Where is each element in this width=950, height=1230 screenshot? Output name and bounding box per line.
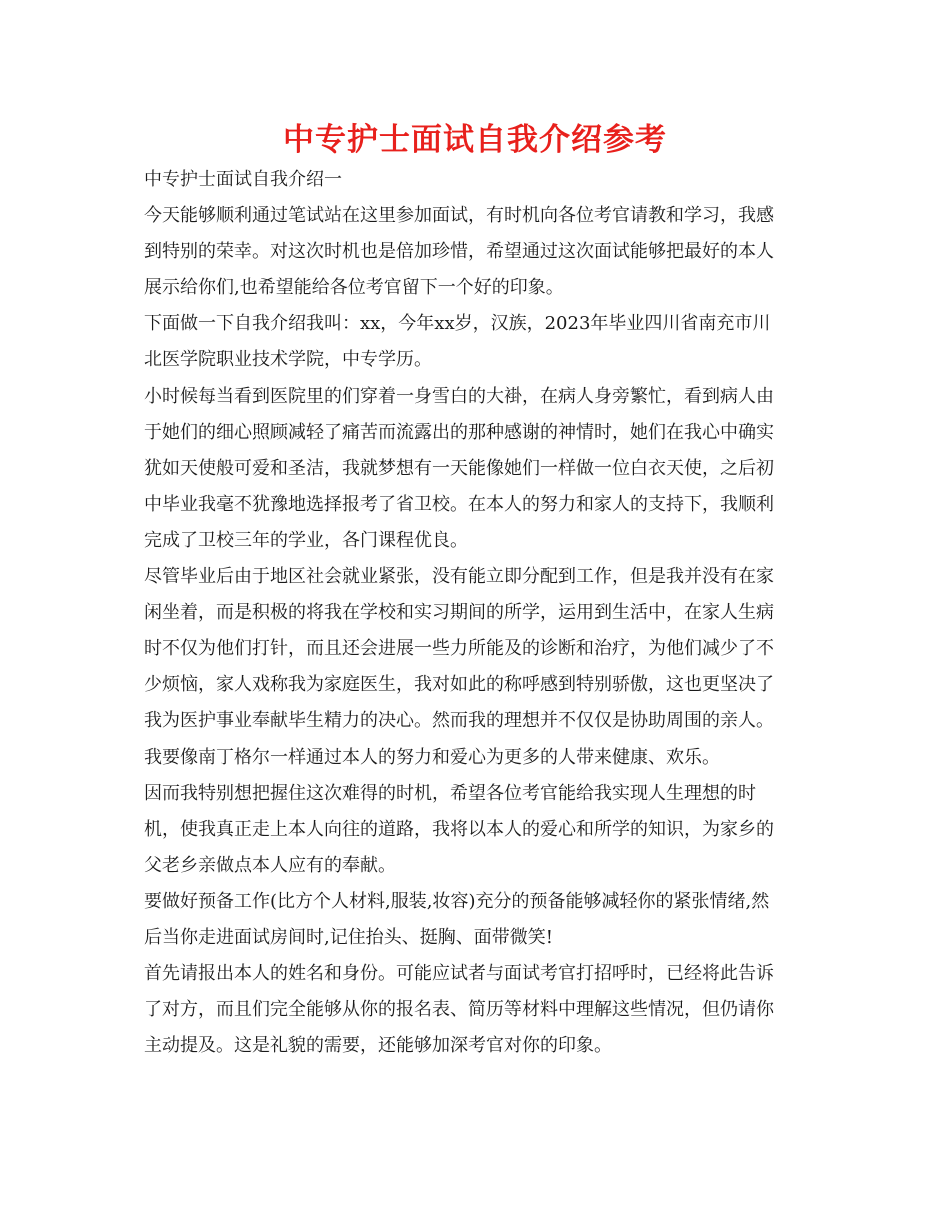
text-line: 要做好预备工作(比方个人材料,服装,妆容)充分的预备能够减轻你的紧张情绪,然 [144, 890, 770, 912]
text-line: 闲坐着，而是积极的将我在学校和实习期间的所学，运用到生活中，在家人生病 [144, 602, 774, 624]
text-line: 中专护士面试自我介绍一 [144, 169, 342, 190]
text-line: 时不仅为他们打针，而且还会进展一些力所能及的诊断和治疗，为他们减少了不 [144, 638, 774, 660]
text-line: 我为医护事业奉献毕生精力的决心。然而我的理想并不仅仅是协助周围的亲人。 [144, 710, 774, 732]
text-line: 我要像南丁格尔一样通过本人的努力和爱心为更多的人带来健康、欢乐。 [144, 746, 720, 768]
text-line: 尽管毕业后由于地区社会就业紧张，没有能立即分配到工作，但是我并没有在家 [144, 566, 774, 588]
text-line: 于她们的细心照顾减轻了痛苦而流露出的那种感谢的神情时，她们在我心中确实 [144, 421, 774, 443]
text-line: 首先请报出本人的姓名和身份。可能应试者与面试考官打招呼时，已经将此告诉 [144, 963, 774, 985]
text-line: 完成了卫校三年的学业，各门课程优良。 [144, 529, 468, 551]
text-line: 今天能够顺利通过笔试站在这里参加面试，有时机向各位考官请教和学习，我感 [144, 205, 774, 227]
text-line: 展示给你们,也希望能给各位考官留下一个好的印象。 [144, 277, 564, 299]
text-line: 因而我特别想把握住这次难得的时机，希望各位考官能给我实现人生理想的时 [144, 782, 756, 804]
text-line: 犹如天使般可爱和圣洁，我就梦想有一天能像她们一样做一位白衣天使，之后初 [144, 457, 774, 479]
text-line: 主动提及。这是礼貌的需要，还能够加深考官对你的印象。 [144, 1035, 612, 1057]
text-line: 北医学院职业技术学院，中专学历。 [144, 349, 432, 371]
document-body [144, 162, 812, 1064]
text-line: 到特别的荣幸。对这次时机也是倍加珍惜，希望通过这次面试能够把最好的本人 [144, 241, 774, 263]
text-line: 中毕业我毫不犹豫地选择报考了省卫校。在本人的努力和家人的支持下，我顺利 [144, 493, 774, 515]
text-line: 少烦恼，家人戏称我为家庭医生，我对如此的称呼感到特别骄傲，这也更坚决了 [144, 674, 774, 696]
text-line: 小时候每当看到医院里的们穿着一身雪白的大褂，在病人身旁繁忙，看到病人由 [144, 385, 774, 407]
text-line: 机，使我真正走上本人向往的道路，我将以本人的爱心和所学的知识，为家乡的 [144, 818, 774, 840]
document-title: 中专护士面试自我介绍参考 [283, 122, 667, 158]
text-line: 父老乡亲做点本人应有的奉献。 [144, 854, 396, 876]
text-line: 后当你走进面试房间时,记住抬头、挺胸、面带微笑! [144, 926, 553, 948]
text-line: 下面做一下自我介绍我叫：xx，今年xx岁，汉族，2023年毕业四川省南充市川 [144, 313, 771, 335]
text-line: 了对方，而且们完全能够从你的报名表、简历等材料中理解这些情况，但仍请你 [144, 999, 774, 1021]
